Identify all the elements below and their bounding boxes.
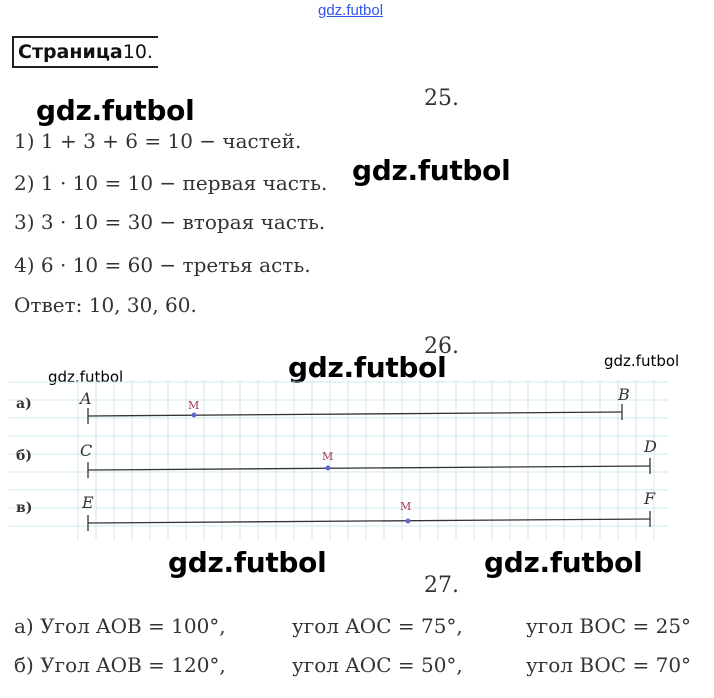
watermark: gdz.futbol (168, 546, 327, 579)
midpoint-label: M (400, 500, 412, 513)
page-title (18, 41, 153, 63)
point-label: C (80, 441, 93, 460)
row-label: в) (16, 500, 33, 516)
point-label: F (644, 489, 656, 508)
task-25-line: 3) 3 · 10 = 30 − вторая часть. (14, 210, 326, 234)
segment-cd (88, 466, 650, 470)
task-25-line: 2) 1 · 10 = 10 − первая часть. (14, 171, 328, 195)
midpoint-marker (326, 466, 331, 471)
midpoint-marker (406, 519, 411, 524)
watermark: gdz.futbol (288, 351, 447, 384)
task-27-number: 27. (424, 573, 459, 598)
segment-ef (88, 519, 650, 523)
watermark: gdz.futbol (48, 368, 124, 386)
task-25-line: 4) 6 · 10 = 60 − третья асть. (14, 253, 311, 277)
task-25-answer: Ответ: 10, 30, 60. (14, 293, 197, 317)
task-27-a-2: угол AOC = 75°, (292, 614, 463, 638)
segments-figure (8, 380, 668, 540)
watermark: gdz.futbol (352, 154, 511, 187)
task-27-a-3: угол BOC = 25° (526, 614, 692, 638)
row-label: а) (16, 396, 32, 412)
midpoint-label: M (188, 399, 200, 412)
point-label: E (82, 493, 94, 512)
site-link[interactable]: gdz.futbol (318, 2, 384, 19)
page-number: 10. (122, 41, 153, 63)
task-26-number: 26. (424, 334, 459, 359)
page-label: Страница (18, 41, 123, 63)
task-27-b-3: угол BOC = 70° (526, 653, 692, 677)
task-27-b-1: б) Угол AOB = 120°, (14, 653, 226, 677)
row-label: б) (16, 448, 32, 464)
watermark: gdz.futbol (36, 94, 195, 127)
midpoint-label: M (322, 450, 334, 463)
watermark: gdz.futbol (604, 352, 680, 370)
task-25-line: 1) 1 + 3 + 6 = 10 − частей. (14, 129, 302, 153)
task-27-b-2: угол AOC = 50°, (292, 653, 463, 677)
point-label: B (618, 385, 630, 404)
task-27-a-1: а) Угол AOB = 100°, (14, 614, 226, 638)
point-label: A (80, 389, 92, 408)
point-label: D (644, 437, 657, 456)
task-25-number: 25. (424, 86, 459, 111)
grid-lines (8, 380, 668, 540)
watermark: gdz.futbol (484, 546, 643, 579)
midpoint-marker (192, 413, 197, 418)
